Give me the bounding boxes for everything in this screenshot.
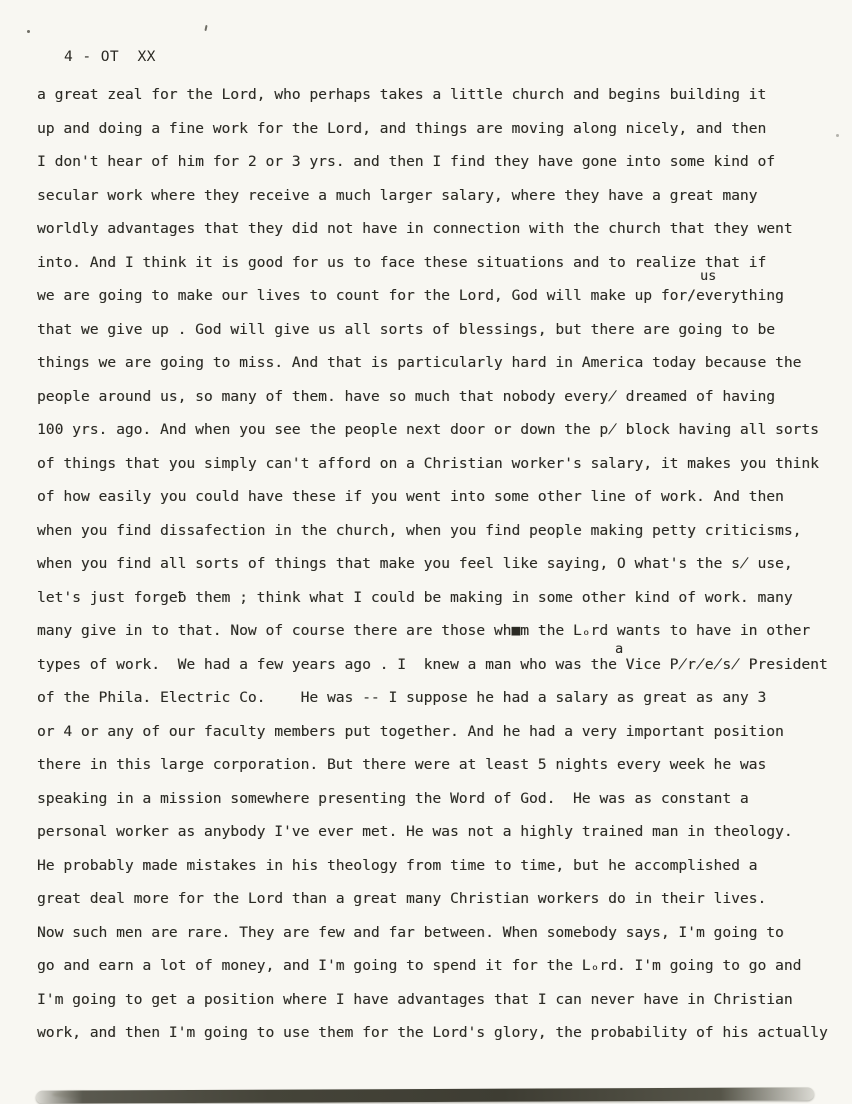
typewritten-line: He probably made mistakes in his theology from time to time, but he accomplished a	[37, 856, 758, 874]
document-body	[37, 78, 834, 1050]
typewritten-line: we are going to make our lives to count for the Lord, God will make up for/everything	[37, 287, 784, 304]
typewritten-line: secular work where they receive a much larger salary, where they have a great many	[37, 186, 758, 204]
typewritten-line: great deal more for the Lord than a great many Christian workers do in their lives.	[37, 890, 767, 907]
typewritten-line: a great zeal for the Lord, who perhaps takes a little church and begins building it	[37, 86, 767, 103]
typewritten-line: people around us, so many of them. have so much that nobody every̸ dreamed of having	[37, 387, 776, 405]
typewritten-line: of things that you simply can't afford on a Christian worker's salary, it makes you think	[37, 454, 819, 472]
typewritten-line: or 4 or any of our faculty members put together. And he had a very important position	[37, 722, 784, 740]
page-header: 4 - OT XX	[64, 48, 156, 65]
typewritten-line: there in this large corporation. But there were at least 5 nights every week he was	[37, 756, 767, 773]
typewritten-line: when you find dissafection in the church, when you find people making petty criticisms,	[37, 521, 802, 539]
typewritten-line: into. And I think it is good for us to face these situations and to realize that if	[37, 253, 767, 271]
typewritten-line: that we give up . God will give us all sorts of blessings, but there are going to be	[37, 320, 776, 338]
typewritten-line: 100 yrs. ago. And when you see the people next door or down the p̸ block having all sorts	[37, 421, 819, 438]
typewritten-line: when you find all sorts of things that make you feel like saying, O what's the s̸ use,	[37, 555, 793, 572]
typewritten-line: Now such men are rare. They are few and far between. When somebody says, I'm going to	[37, 923, 784, 941]
typewritten-line: I don't hear of him for 2 or 3 yrs. and then I find they have gone into some kind of	[37, 153, 776, 170]
typewritten-line: worldly advantages that they did not have in connection with the church that they went	[37, 220, 793, 237]
ink-speck	[204, 25, 207, 31]
typewritten-line: many give in to that. Now of course there are those wh■m the Lₒrd wants to have in other	[37, 622, 811, 639]
typewritten-line: I'm going to get a position where I have advantages that I can never have in Christian	[37, 990, 793, 1008]
typewritten-line: things we are going to miss. And that is particularly hard in America today because the	[37, 354, 802, 371]
typewritten-line: go and earn a lot of money, and I'm going to spend it for the Lₒrd. I'm going to go and	[37, 957, 802, 974]
ink-speck	[27, 30, 30, 33]
typed-insertion-a: a	[615, 641, 624, 657]
typewritten-line: speaking in a mission somewhere presenting the Word of God. He was as constant a	[37, 789, 749, 807]
typewritten-line: types of work. We had a few years ago . I knew a man who was the Vice P̸r̸e̸s̸ President	[37, 655, 828, 673]
scan-artifact-bar	[36, 1087, 814, 1103]
typewritten-line: work, and then I'm going to use them for the Lord's glory, the probability of his actually	[37, 1024, 828, 1041]
typewritten-line: of the Phila. Electric Co. He was -- I suppose he had a salary as great as any 3	[37, 689, 767, 706]
typewritten-line: let's just forgeƀ them ; think what I could be making in some other kind of work. many	[37, 588, 793, 606]
typewritten-line: personal worker as anybody I've ever met. He was not a highly trained man in theology.	[37, 823, 793, 840]
typed-insertion-us: us	[700, 268, 717, 284]
typewritten-line: of how easily you could have these if you went into some other line of work. And then	[37, 488, 784, 505]
typewritten-line: up and doing a fine work for the Lord, and things are moving along nicely, and then	[37, 119, 767, 137]
ink-speck	[836, 134, 839, 137]
